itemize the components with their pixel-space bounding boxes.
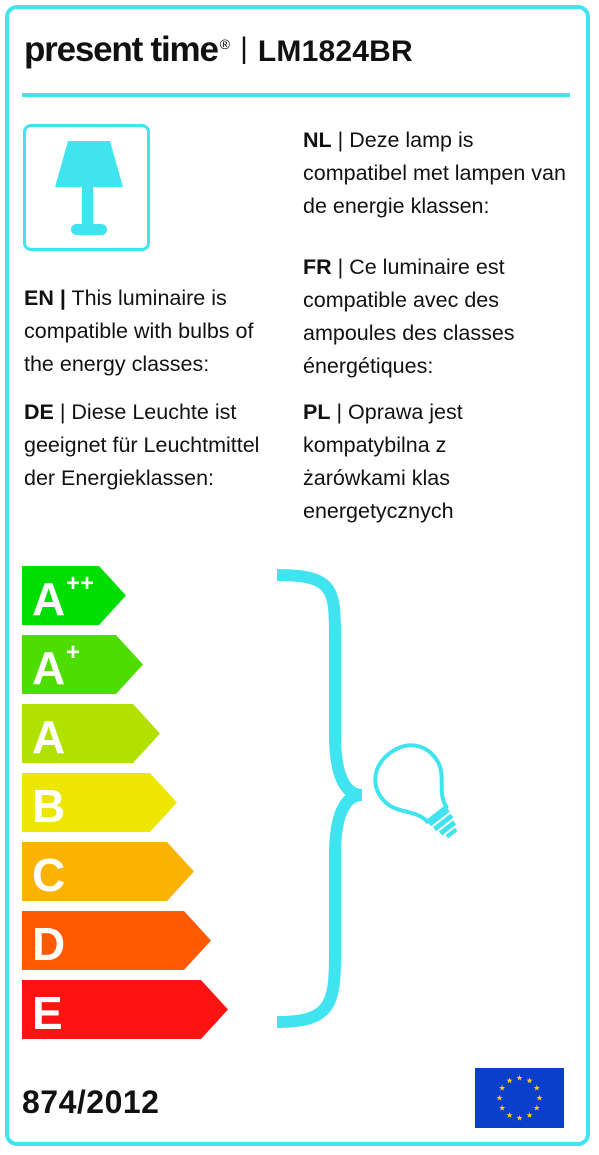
model-number: LM1824BR [257, 35, 413, 68]
header-separator: | [240, 32, 248, 65]
text-nl-body: | Deze lamp is compatibel met lampen van de energie klassen: [303, 128, 566, 218]
text-en-body: This luminaire is compatible with bulbs of the energy classes: [24, 286, 254, 376]
energy-class-6 [22, 911, 211, 970]
lang-code-fr: FR [303, 255, 332, 279]
energy-class-label: E [32, 987, 63, 1039]
energy-class-superscript: + [66, 639, 81, 666]
energy-class-label: A [32, 642, 66, 694]
regulation-number: 874/2012 [22, 1084, 160, 1120]
text-de-body: | Diese Leuchte ist geeignet für Leuchtmittel der Energieklassen: [24, 400, 260, 490]
lang-code-pl: PL [303, 400, 331, 424]
text-pl-body: | Oprawa jest kompatybilna z żarówkami klas energetycznych [303, 400, 463, 523]
lang-code-nl: NL [303, 128, 332, 152]
brace-icon [277, 575, 362, 1022]
energy-class-2 [22, 635, 143, 694]
registered-mark: ® [219, 36, 231, 52]
text-fr-body: | Ce luminaire est compatible avec des ampoules des classes énergétiques: [303, 255, 515, 378]
energy-class-label: D [32, 918, 66, 970]
energy-class-superscript: ++ [66, 570, 95, 597]
lang-code-en: EN | [24, 286, 66, 310]
energy-class-label: A [32, 711, 66, 763]
energy-class-5 [22, 842, 194, 901]
energy-class-label: C [32, 849, 66, 901]
light-bulb-icon [363, 733, 479, 855]
energy-class-label: B [32, 780, 66, 832]
brand-name: present time [24, 30, 218, 69]
energy-class-4 [22, 773, 177, 832]
eu-flag-icon [475, 1068, 564, 1128]
energy-class-label: A [32, 573, 66, 625]
energy-class-7 [22, 980, 228, 1039]
energy-class-1 [22, 566, 126, 625]
lang-code-de: DE [24, 400, 54, 424]
energy-class-3 [22, 704, 160, 763]
